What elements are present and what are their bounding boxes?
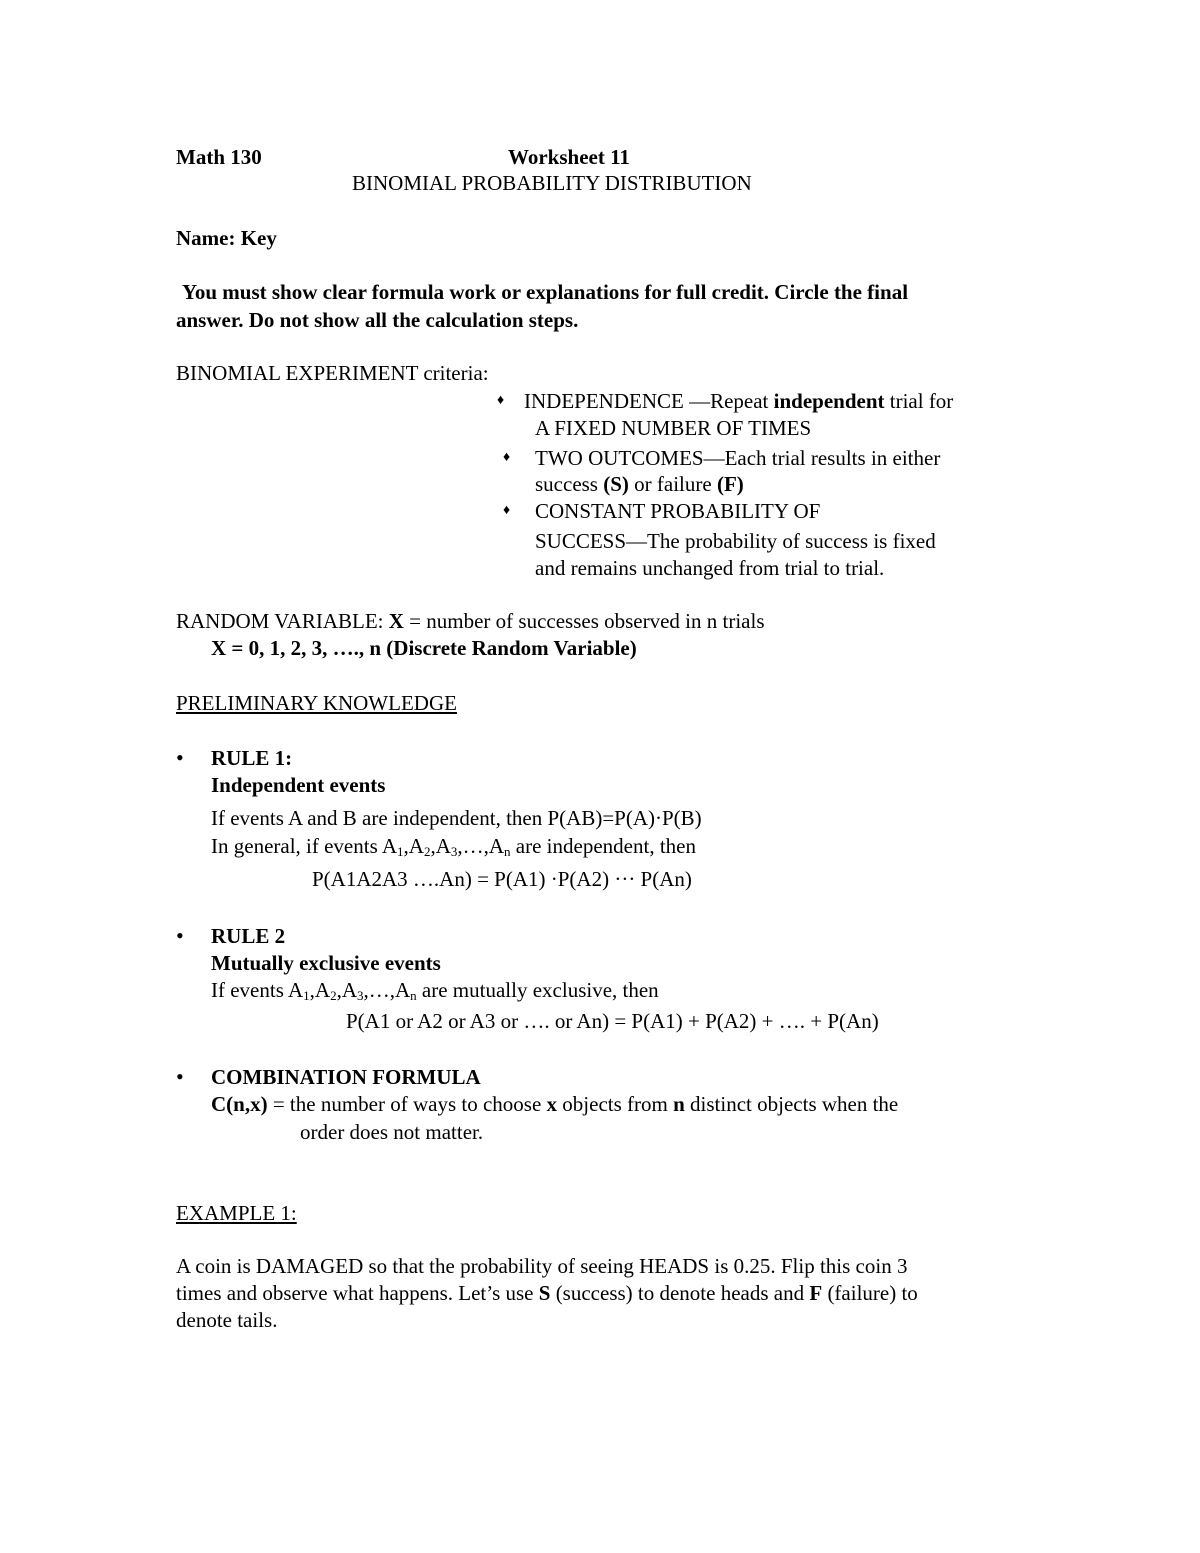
example-1-line-1: A coin is DAMAGED so that the probability of seeing HEADS is 0.25. Flip this coin 3 bbox=[176, 1254, 908, 1278]
example-text: times and observe what happens. Let’s use bbox=[176, 1281, 539, 1305]
course-title: Math 130 bbox=[176, 145, 262, 169]
combination-term: C(n,x) bbox=[211, 1092, 268, 1116]
combination-x: x bbox=[546, 1092, 558, 1116]
bullet-icon: • bbox=[176, 745, 184, 770]
criterion-constant-line-1: CONSTANT PROBABILITY OF bbox=[535, 499, 821, 523]
criterion-constant-line-2: SUCCESS—The probability of success is fixed bbox=[535, 529, 936, 553]
rule-text: are mutually exclusive, then bbox=[416, 978, 659, 1002]
example-1-line-3: denote tails. bbox=[176, 1308, 278, 1332]
criteria-heading: BINOMIAL EXPERIMENT criteria: bbox=[176, 361, 489, 385]
rule-1-subtitle: Independent events bbox=[211, 773, 386, 797]
success-symbol: S bbox=[538, 1281, 551, 1305]
rule-2-formula: P(A1 or A2 or A3 or …. or An) = P(A1) + P(A2) + …. + P(An) bbox=[346, 1009, 879, 1033]
rule-1-line-2: In general, if events $A_1,A_2,A_3,\dots,A_n$ are independent, then bbox=[211, 834, 696, 859]
rule-1-formula: P(A1A2A3 ….An) = P(A1) ·P(A2) ··· P(An) bbox=[312, 867, 692, 891]
rule-2-title: RULE 2 bbox=[211, 924, 286, 948]
diamond-bullet-icon: ♦ bbox=[497, 393, 505, 408]
page-subtitle: BINOMIAL PROBABILITY DISTRIBUTION bbox=[352, 171, 752, 195]
random-variable-definition bbox=[176, 609, 765, 633]
instructions-line-2: answer. Do not show all the calculation steps. bbox=[176, 308, 579, 332]
combination-text: distinct objects when the bbox=[684, 1092, 899, 1116]
criterion-text: trial for bbox=[884, 389, 954, 413]
combination-line-2: order does not matter. bbox=[300, 1120, 484, 1144]
bullet-icon: • bbox=[176, 1064, 184, 1089]
combination-text: objects from bbox=[557, 1092, 674, 1116]
diamond-bullet-icon: ♦ bbox=[503, 450, 511, 465]
preliminary-heading: PRELIMINARY KNOWLEDGE bbox=[176, 691, 457, 715]
criterion-constant-line-3: and remains unchanged from trial to trial. bbox=[535, 556, 885, 580]
worksheet-title: Worksheet 11 bbox=[508, 145, 630, 169]
rule-text: are independent, then bbox=[510, 834, 696, 858]
failure-symbol: F bbox=[809, 1281, 823, 1305]
rule-1-title: RULE 1: bbox=[211, 746, 293, 770]
instructions-line-1: You must show clear formula work or explanations for full credit. Circle the final bbox=[182, 280, 909, 304]
rv-definition: = number of successes observed in n trials bbox=[403, 609, 765, 633]
example-text: (success) to denote heads and bbox=[550, 1281, 810, 1305]
example-1-line-2 bbox=[176, 1281, 918, 1305]
example-text: (failure) to bbox=[822, 1281, 918, 1305]
combination-title: COMBINATION FORMULA bbox=[211, 1065, 481, 1089]
criterion-text: success bbox=[535, 472, 604, 496]
random-variable-values: X = 0, 1, 2, 3, …., n (Discrete Random Variable) bbox=[211, 636, 637, 660]
diamond-bullet-icon: ♦ bbox=[503, 503, 511, 518]
success-symbol: (S) bbox=[603, 472, 629, 496]
bullet-icon: • bbox=[176, 923, 184, 948]
criterion-two-outcomes-line-2 bbox=[535, 472, 744, 496]
criterion-text: INDEPENDENCE —Repeat bbox=[524, 389, 774, 413]
name-line: Name: Key bbox=[176, 226, 277, 250]
criterion-independence-line-2: A FIXED NUMBER OF TIMES bbox=[535, 416, 812, 440]
combination-definition bbox=[211, 1092, 898, 1116]
criterion-two-outcomes-line-1: TWO OUTCOMES—Each trial results in either bbox=[535, 446, 941, 470]
criterion-independence-line-1 bbox=[524, 389, 953, 413]
rule-1-line-1: If events A and B are independent, then P(AB)=P(A)·P(B) bbox=[211, 806, 702, 830]
criterion-emphasis: independent bbox=[773, 389, 885, 413]
rv-symbol: X bbox=[388, 609, 404, 633]
rule-text: If events A bbox=[211, 978, 304, 1002]
rule-text: In general, if events A bbox=[211, 834, 398, 858]
combination-text: = the number of ways to choose bbox=[267, 1092, 547, 1116]
failure-symbol: (F) bbox=[716, 472, 744, 496]
rule-2-subtitle: Mutually exclusive events bbox=[211, 951, 441, 975]
criterion-text: or failure bbox=[628, 472, 717, 496]
combination-n: n bbox=[673, 1092, 685, 1116]
example-1-heading: EXAMPLE 1: bbox=[176, 1201, 297, 1225]
rv-label: RANDOM VARIABLE: bbox=[176, 609, 389, 633]
rule-2-line-1: If events $A_1,A_2,A_3,\dots,A_n$ are mutually exclusive, then bbox=[211, 978, 659, 1003]
